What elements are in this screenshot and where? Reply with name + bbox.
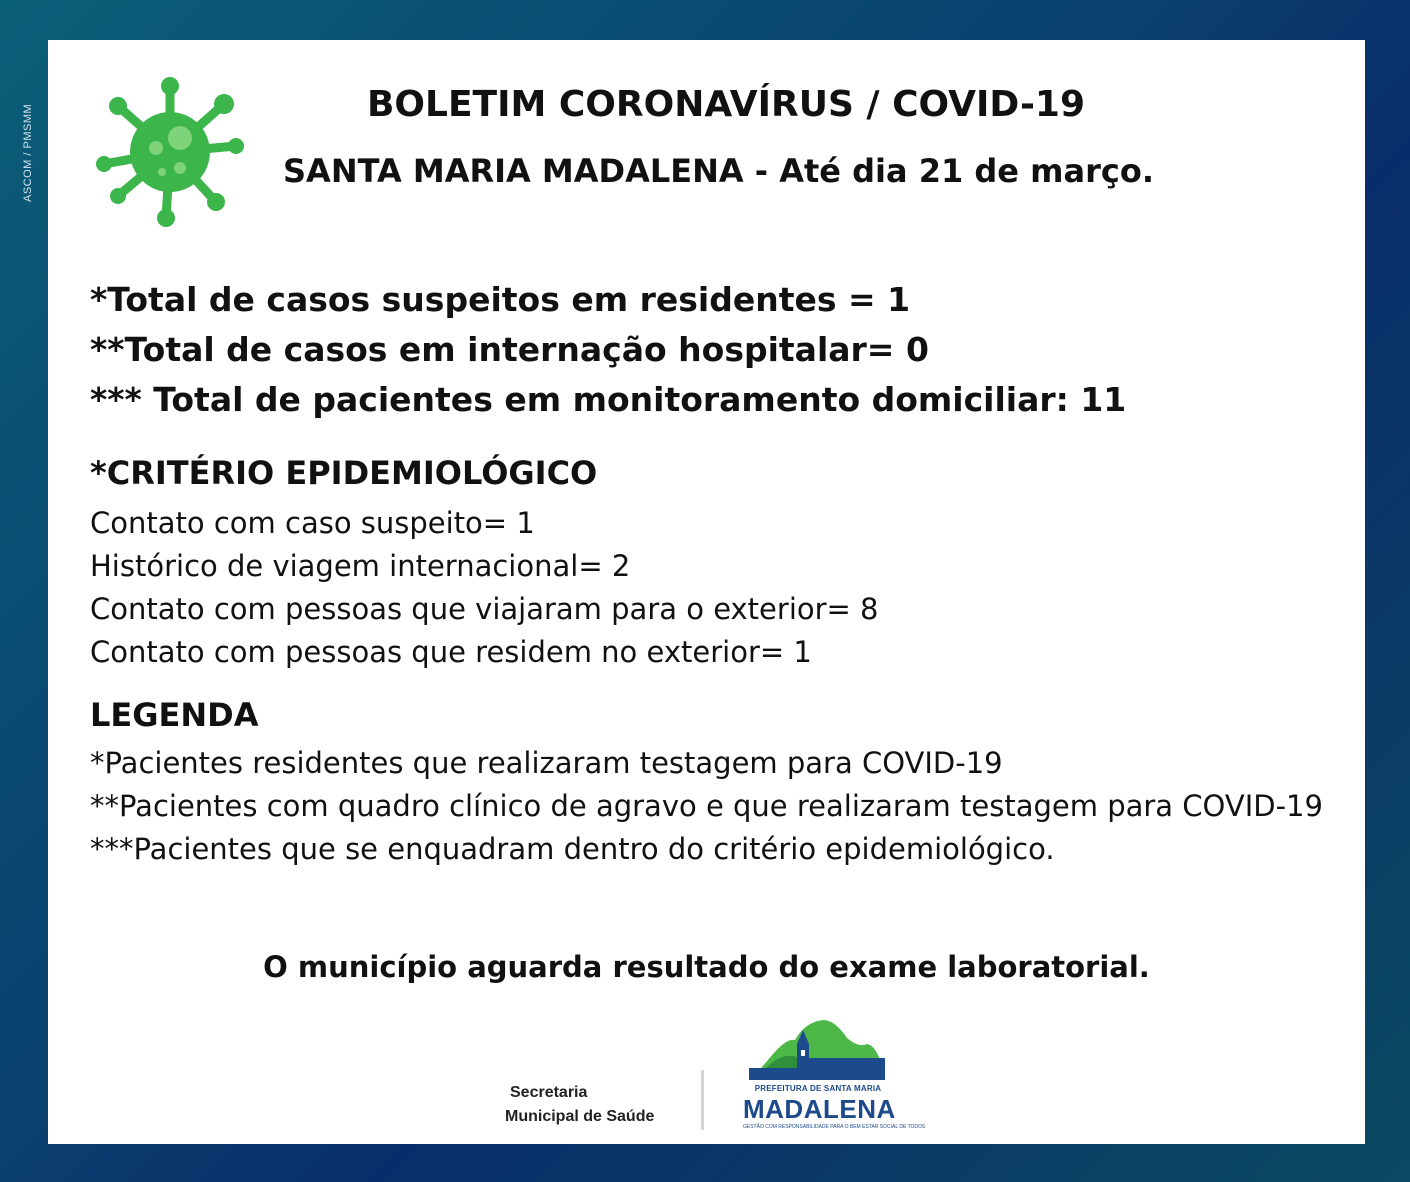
total-internacao: **Total de casos em internação hospitalar= 0 — [90, 330, 929, 369]
legenda-title: LEGENDA — [90, 696, 259, 734]
bulletin-card — [48, 40, 1365, 1144]
criterio-item: Histórico de viagem internacional= 2 — [90, 549, 631, 583]
logo-mountain-icon — [743, 1018, 893, 1084]
legenda-item: *Pacientes residentes que realizaram testagem para COVID-19 — [90, 746, 1003, 780]
logo-tagline: GESTÃO COM RESPONSABILIDADE PARA O BEM ESTAR SOCIAL DE TODOS — [743, 1124, 926, 1130]
criterio-item: Contato com caso suspeito= 1 — [90, 506, 535, 540]
criterio-list — [90, 502, 879, 674]
logo-name-text: MADALENA — [743, 1094, 896, 1124]
logo-top-text: PREFEITURA DE SANTA MARIA — [754, 1084, 882, 1093]
total-monitoramento: *** Total de pacientes em monitoramento domiciliar: 11 — [90, 380, 1127, 419]
bulletin-title: BOLETIM CORONAVÍRUS / COVID-19 — [366, 84, 1086, 125]
criterio-title: *CRITÉRIO EPIDEMIOLÓGICO — [90, 454, 598, 492]
criterio-item: Contato com pessoas que viajaram para o exterior= 8 — [90, 592, 879, 626]
legenda-list — [90, 742, 1350, 871]
photo-credit: ASCOM / PMSMM — [22, 103, 34, 202]
total-suspeitos: *Total de casos suspeitos em residentes = 1 — [90, 280, 911, 319]
footer-divider — [701, 1070, 704, 1130]
legenda-item: ***Pacientes que se enquadram dentro do critério epidemiológico. — [90, 832, 1055, 866]
totals-section — [90, 275, 1126, 425]
closing-statement: O município aguarda resultado do exame laboratorial. — [263, 950, 1150, 984]
legenda-item: **Pacientes com quadro clínico de agravo e que realizaram testagem para COVID-19 — [90, 789, 1323, 823]
bulletin-subtitle: SANTA MARIA MADALENA - Até dia 21 de março. — [283, 152, 1154, 190]
prefeitura-logo — [743, 1018, 926, 1136]
criterio-item: Contato com pessoas que residem no exterior= 1 — [90, 635, 812, 669]
secretaria-label-line2: Municipal de Saúde — [505, 1108, 655, 1125]
secretaria-label: Secretaria — [510, 1084, 588, 1101]
